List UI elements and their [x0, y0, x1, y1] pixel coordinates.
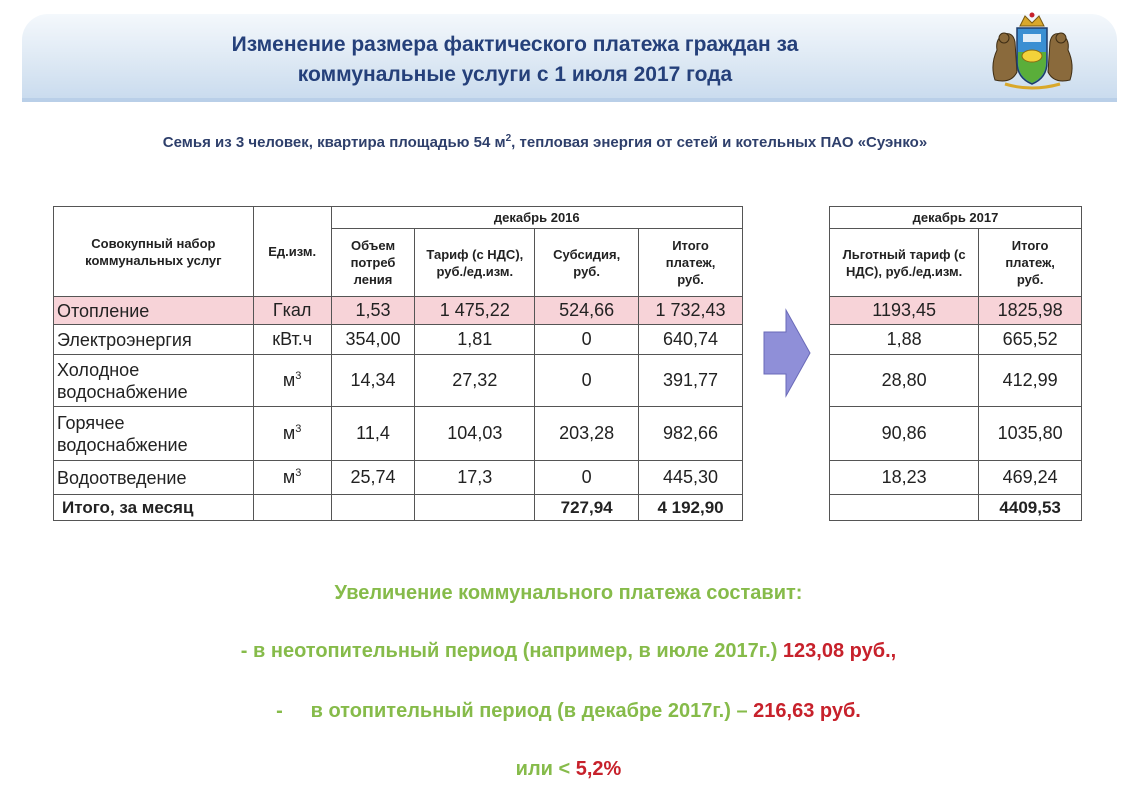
row-name: Водоотведение: [54, 461, 254, 495]
unit-superscript: 3: [295, 423, 302, 435]
empty-cell: [253, 495, 331, 521]
summary-line3-text: или <: [515, 758, 571, 780]
row-unit: Гкал: [253, 297, 331, 325]
header-total-2017: Итого платеж, руб.: [979, 229, 1082, 297]
empty-cell: [331, 495, 415, 521]
empty-cell: [415, 495, 535, 521]
subtitle-superscript: 2: [505, 133, 512, 144]
row-volume: 1,53: [331, 297, 415, 325]
table-row: [54, 355, 743, 407]
table-row: [830, 461, 1082, 495]
table-row: [830, 407, 1082, 461]
summary-headline: Увеличение коммунального платежа составит:: [334, 582, 803, 604]
row-total: 391,77: [639, 355, 743, 407]
row-subsidy: 0: [535, 355, 639, 407]
title-line-2: коммунальные услуги с 1 июля 2017 года: [297, 63, 733, 86]
family-description: [0, 133, 1090, 151]
row-tariff-2017: 90,86: [830, 407, 979, 461]
header-period-2016: декабрь 2016: [331, 207, 742, 229]
right-arrow-icon: [762, 308, 812, 398]
header-tariff: Тариф (с НДС), руб./ед.изм.: [415, 229, 535, 297]
summary-line3-value: 5,2%: [575, 758, 622, 780]
row-name: Горячее водоснабжение: [54, 407, 254, 461]
row-subsidy: 0: [535, 325, 639, 355]
summary-line-non-heating: [0, 640, 1137, 663]
row-tariff: 1,81: [415, 325, 535, 355]
row-total-2017: 1035,80: [979, 407, 1082, 461]
row-name: Электроэнергия: [54, 325, 254, 355]
summary-line1-text: - в неотопительный период (например, в июле 2017г.): [240, 640, 778, 662]
coat-of-arms-icon: [985, 10, 1080, 92]
row-unit: [253, 355, 331, 407]
summary-line-percent: [0, 758, 1137, 781]
summary-line1-value: 123,08 руб.: [782, 640, 891, 662]
total-payment: 4 192,90: [639, 495, 743, 521]
row-tariff-2017: 1,88: [830, 325, 979, 355]
header-total: Итого платеж, руб.: [639, 229, 743, 297]
row-total: 445,30: [639, 461, 743, 495]
row-tariff: 1 475,22: [415, 297, 535, 325]
summary-line2-text: в отопительный период (в декабре 2017г.) –: [310, 700, 748, 722]
row-total-2017: 665,52: [979, 325, 1082, 355]
total-row: [830, 495, 1082, 521]
row-tariff-2017: 28,80: [830, 355, 979, 407]
header-period-2017: декабрь 2017: [830, 207, 1082, 229]
row-tariff-2017: 18,23: [830, 461, 979, 495]
header-subsidy: Субсидия, руб.: [535, 229, 639, 297]
row-tariff-2017: 1193,45: [830, 297, 979, 325]
empty-cell: [830, 495, 979, 521]
summary-line2-value: 216,63 руб.: [753, 700, 861, 722]
page-title: [120, 30, 910, 90]
row-total: 982,66: [639, 407, 743, 461]
total-row: [54, 495, 743, 521]
row-volume: 354,00: [331, 325, 415, 355]
row-tariff: 17,3: [415, 461, 535, 495]
table-row: [830, 355, 1082, 407]
row-volume: 11,4: [331, 407, 415, 461]
title-line-1: Изменение размера фактического платежа граждан за: [231, 33, 799, 56]
row-subsidy: 203,28: [535, 407, 639, 461]
header-service: Совокупный набор коммунальных услуг: [54, 207, 254, 297]
header-preferential-tariff: Льготный тариф (с НДС), руб./ед.изм.: [830, 229, 979, 297]
table-row: [54, 297, 743, 325]
summary-line2-dash: -: [276, 700, 283, 722]
row-total: 640,74: [639, 325, 743, 355]
unit-superscript: 3: [295, 467, 302, 479]
row-unit: [253, 407, 331, 461]
table-row: [830, 325, 1082, 355]
row-total-2017: 469,24: [979, 461, 1082, 495]
row-unit: кВт.ч: [253, 325, 331, 355]
row-volume: 25,74: [331, 461, 415, 495]
row-name: Холодное водоснабжение: [54, 355, 254, 407]
table-row: [54, 407, 743, 461]
row-tariff: 27,32: [415, 355, 535, 407]
header-volume: Объем потреб ления: [331, 229, 415, 297]
summary-line1-tail: ,: [890, 640, 897, 662]
row-total: 1 732,43: [639, 297, 743, 325]
subtitle-text-before: Семья из 3 человек, квартира площадью 54 м: [162, 134, 506, 151]
table-december-2017: [829, 206, 1082, 521]
table-december-2016: [53, 206, 743, 521]
row-name: Отопление: [54, 297, 254, 325]
table-row: [54, 461, 743, 495]
subtitle-text-after: , тепловая энергия от сетей и котельных ПАО «Суэнко»: [511, 134, 928, 151]
row-total-2017: 412,99: [979, 355, 1082, 407]
row-subsidy: 524,66: [535, 297, 639, 325]
unit-text: м: [282, 370, 296, 390]
unit-text: м: [282, 423, 296, 443]
row-total-2017: 1825,98: [979, 297, 1082, 325]
total-label: Итого, за месяц: [54, 495, 254, 521]
row-tariff: 104,03: [415, 407, 535, 461]
table-row: [54, 325, 743, 355]
unit-superscript: 3: [295, 370, 302, 382]
total-subsidy: 727,94: [535, 495, 639, 521]
unit-text: м: [282, 467, 296, 487]
total-payment-2017: 4409,53: [979, 495, 1082, 521]
row-subsidy: 0: [535, 461, 639, 495]
summary-line-heating: [0, 700, 1137, 723]
header-unit: Ед.изм.: [253, 207, 331, 297]
row-volume: 14,34: [331, 355, 415, 407]
header-divider: [22, 98, 1117, 102]
table-row: [830, 297, 1082, 325]
row-unit: [253, 461, 331, 495]
